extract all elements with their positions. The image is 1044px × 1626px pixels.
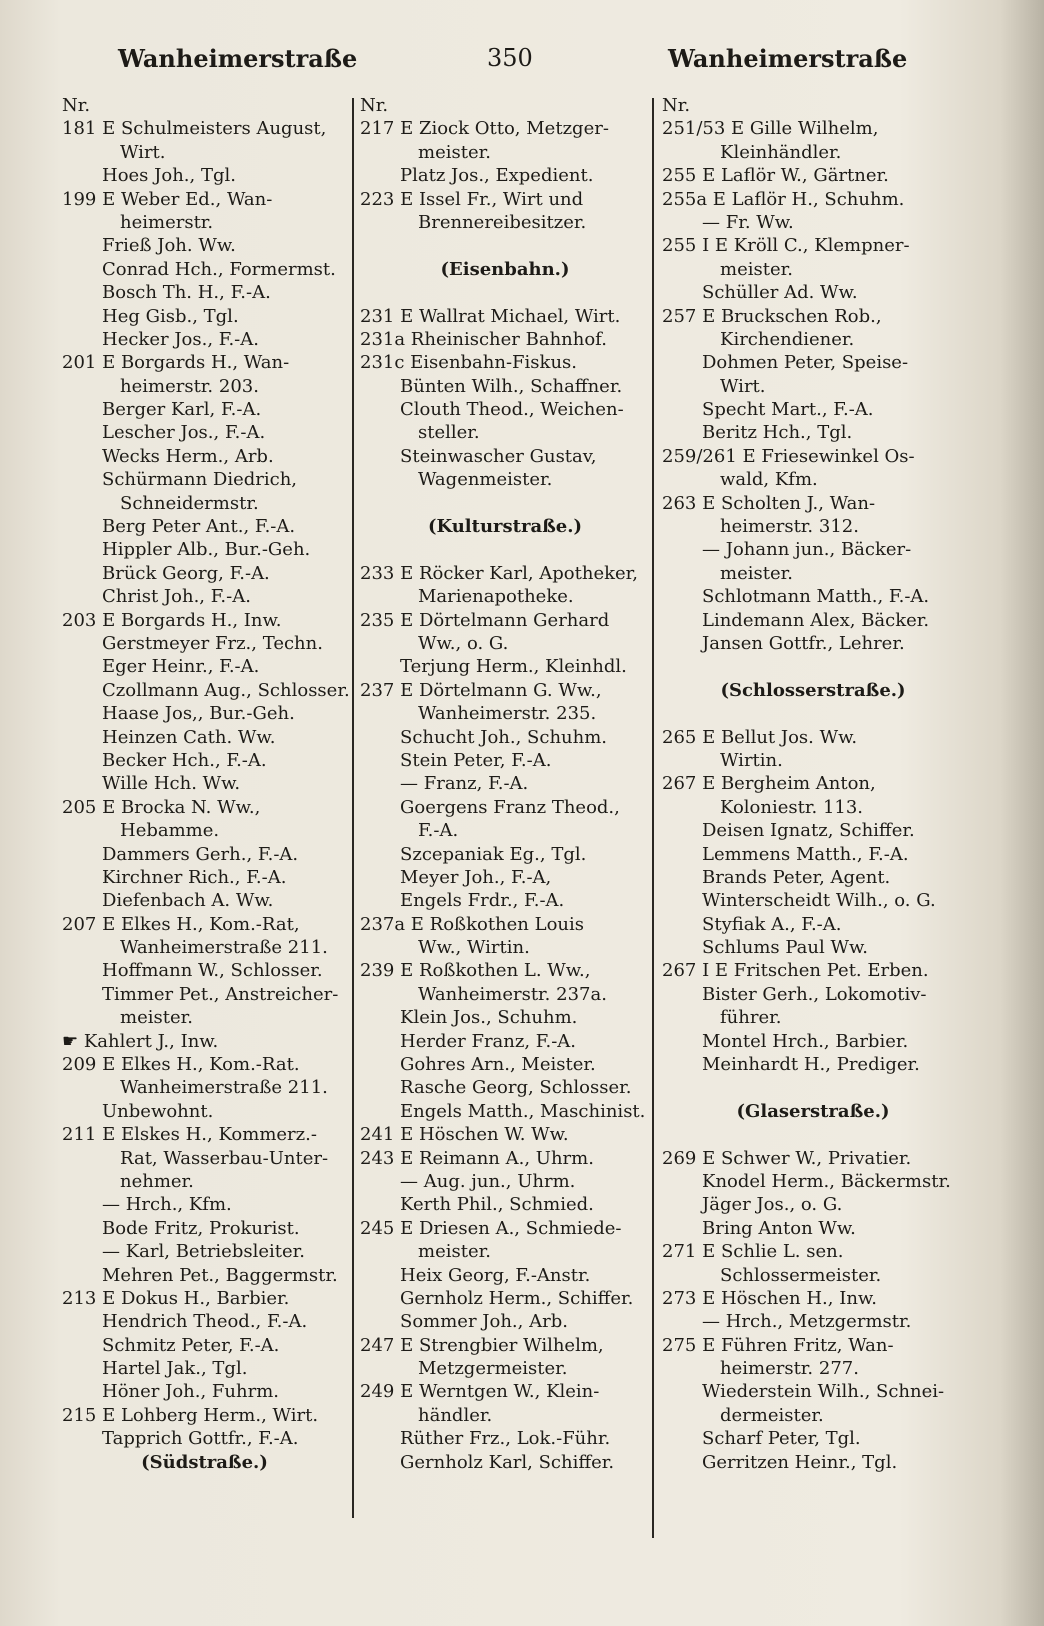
directory-line: Becker Hch., F.-A.: [102, 749, 267, 771]
directory-line: meister.: [120, 1007, 193, 1029]
directory-line: Clouth Theod., Weichen-: [400, 399, 624, 421]
directory-line: Mehren Pet., Baggermstr.: [102, 1264, 338, 1286]
directory-line: heimerstr. 277.: [720, 1358, 859, 1380]
directory-line: Schneidermstr.: [120, 492, 259, 514]
directory-line: wald, Kfm.: [720, 469, 818, 491]
directory-line: 251/53 E Gille Wilhelm,: [662, 118, 879, 140]
page-header: [0, 44, 1044, 84]
directory-line: Timmer Pet., Anstreicher-: [102, 983, 339, 1005]
directory-line: Schlums Paul Ww.: [702, 937, 868, 959]
directory-line: Schürmann Diedrich,: [102, 469, 298, 491]
directory-line: Terjung Herm., Kleinhdl.: [400, 656, 627, 678]
directory-line: 215 E Lohberg Herm., Wirt.: [62, 1404, 319, 1426]
spacer: [662, 702, 964, 725]
directory-line: Höner Joh., Fuhrm.: [102, 1381, 279, 1403]
directory-line: 247 E Strengbier Wilhelm,: [360, 1334, 604, 1356]
directory-line: 241 E Höschen W. Ww.: [360, 1124, 569, 1146]
directory-line: Hoffmann W., Schlosser.: [102, 960, 323, 982]
header-street-left: Wanheimerstraße: [118, 44, 358, 73]
directory-line: 267 I E Fritschen Pet. Erben.: [662, 960, 929, 982]
directory-line: Christ Joh., F.-A.: [102, 586, 251, 608]
directory-line: Steinwascher Gustav,: [400, 445, 597, 467]
column-1: [62, 94, 350, 1474]
spacer: [662, 1076, 964, 1099]
directory-line: Rat, Wasserbau-Unter-: [120, 1147, 329, 1169]
directory-line: — Hrch., Metzgermstr.: [702, 1311, 912, 1333]
directory-line: 243 E Reimann A., Uhrm.: [360, 1147, 594, 1169]
directory-line: Czollmann Aug., Schlosser.: [102, 679, 350, 701]
directory-line: 239 E Roßkothen L. Ww.,: [360, 960, 591, 982]
directory-line: 255 E Laflör W., Gärtner.: [662, 165, 889, 187]
spacer: [360, 281, 650, 304]
directory-line: 199 E Weber Ed., Wan-: [62, 188, 273, 210]
directory-line: Schucht Joh., Schuhm.: [400, 726, 608, 748]
directory-line: Rasche Georg, Schlosser.: [400, 1077, 632, 1099]
directory-line: 209 E Elkes H., Kom.-Rat.: [62, 1054, 300, 1076]
directory-line: 237a E Roßkothen Louis: [360, 913, 584, 935]
directory-line: Schmitz Peter, F.-A.: [102, 1334, 280, 1356]
directory-line: Bode Fritz, Prokurist.: [102, 1217, 300, 1239]
directory-line: Kerth Phil., Schmied.: [400, 1194, 594, 1216]
section-heading: (Schlosserstraße.): [720, 679, 906, 701]
column-2: [360, 94, 650, 1474]
directory-line: Brück Georg, F.-A.: [102, 562, 270, 584]
column-3: [662, 94, 964, 1474]
directory-line: Wanheimerstraße 211.: [120, 937, 328, 959]
directory-line: Brennereibesitzer.: [418, 211, 587, 233]
directory-line: Wanheimerstr. 237a.: [418, 983, 607, 1005]
directory-line: Sommer Joh., Arb.: [400, 1311, 568, 1333]
directory-line: Tapprich Gottfr., F.-A.: [102, 1428, 299, 1450]
directory-line: Nr.: [62, 95, 91, 116]
directory-line: Kleinhändler.: [720, 141, 842, 163]
directory-line: 237 E Dörtelmann G. Ww.,: [360, 679, 602, 701]
directory-line: 231 E Wallrat Michael, Wirt.: [360, 305, 621, 327]
directory-line: Hebamme.: [120, 820, 220, 842]
directory-line: Schlotmann Matth., F.-A.: [702, 586, 930, 608]
spacer: [360, 234, 650, 257]
section-heading: (Südstraße.): [141, 1451, 268, 1473]
directory-line: Bosch Th. H., F.-A.: [102, 282, 271, 304]
directory-line: 259/261 E Friesewinkel Os-: [662, 445, 915, 467]
directory-line: 245 E Driesen A., Schmiede-: [360, 1217, 622, 1239]
directory-line: Nr.: [360, 95, 389, 116]
directory-line: Bünten Wilh., Schaffner.: [400, 375, 623, 397]
directory-line: 249 E Werntgen W., Klein-: [360, 1381, 600, 1403]
directory-line: Marienapotheke.: [418, 586, 574, 608]
directory-line: 217 E Ziock Otto, Metzger-: [360, 118, 609, 140]
directory-line: Engels Frdr., F.-A.: [400, 890, 565, 912]
directory-line: Bister Gerh., Lokomotiv-: [702, 983, 927, 1005]
directory-line: Szcepaniak Eg., Tgl.: [400, 843, 587, 865]
directory-line: heimerstr. 312.: [720, 516, 859, 538]
directory-line: Schüller Ad. Ww.: [702, 282, 858, 304]
directory-line: Kirchner Rich., F.-A.: [102, 866, 287, 888]
directory-line: Unbewohnt.: [102, 1100, 214, 1122]
directory-line: Rüther Frz., Lok.-Führ.: [400, 1428, 611, 1450]
directory-line: 275 E Führen Fritz, Wan-: [662, 1334, 894, 1356]
directory-line: Haase Jos,, Bur.-Geh.: [102, 703, 295, 725]
column-divider: [352, 98, 354, 1518]
directory-line: Koloniestr. 113.: [720, 796, 864, 818]
directory-line: — Johann jun., Bäcker-: [702, 539, 912, 561]
directory-line: Conrad Hch., Formermst.: [102, 258, 336, 280]
directory-line: führer.: [720, 1007, 782, 1029]
directory-line: Montel Hrch., Barbier.: [702, 1030, 909, 1052]
directory-line: Heinzen Cath. Ww.: [102, 726, 276, 748]
directory-line: 201 E Borgards H., Wan-: [62, 352, 290, 374]
directory-line: meister.: [720, 258, 793, 280]
directory-line: Hecker Jos., F.-A.: [102, 328, 259, 350]
directory-line: 267 E Bergheim Anton,: [662, 773, 876, 795]
directory-line: Meinhardt H., Prediger.: [702, 1054, 920, 1076]
directory-line: dermeister.: [720, 1404, 824, 1426]
directory-line: Stein Peter, F.-A.: [400, 749, 552, 771]
directory-line: 203 E Borgards H., Inw.: [62, 609, 282, 631]
directory-line: Hendrich Theod., F.-A.: [102, 1311, 308, 1333]
header-street-right: Wanheimerstraße: [668, 44, 908, 73]
directory-line: Berg Peter Ant., F.-A.: [102, 516, 296, 538]
directory-line: Hoes Joh., Tgl.: [102, 165, 236, 187]
directory-line: Beritz Hch., Tgl.: [702, 422, 853, 444]
directory-line: 181 E Schulmeisters August,: [62, 118, 327, 140]
spacer: [360, 492, 650, 515]
directory-line: Gohres Arn., Meister.: [400, 1054, 596, 1076]
directory-line: Dohmen Peter, Speise-: [702, 352, 909, 374]
directory-line: Wirtin.: [720, 749, 783, 771]
directory-line: Lescher Jos., F.-A.: [102, 422, 266, 444]
directory-line: meister.: [418, 1241, 491, 1263]
spacer: [662, 1123, 964, 1146]
directory-line: Eger Heinr., F.-A.: [102, 656, 260, 678]
directory-line: 231c Eisenbahn-Fiskus.: [360, 352, 578, 374]
directory-line: 207 E Elkes H., Kom.-Rat,: [62, 913, 300, 935]
directory-line: händler.: [418, 1404, 493, 1426]
directory-line: Scharf Peter, Tgl.: [702, 1428, 861, 1450]
directory-line: Goergens Franz Theod.,: [400, 796, 620, 818]
directory-line: Lindemann Alex, Bäcker.: [702, 609, 930, 631]
directory-line: Hartel Jak., Tgl.: [102, 1358, 248, 1380]
directory-line: heimerstr.: [120, 211, 214, 233]
directory-line: Gernholz Herm., Schiffer.: [400, 1287, 634, 1309]
directory-line: Wagenmeister.: [418, 469, 553, 491]
directory-line: — Aug. jun., Uhrm.: [400, 1170, 576, 1192]
directory-line: — Karl, Betriebsleiter.: [102, 1241, 305, 1263]
directory-line: Gerstmeyer Frz., Techn.: [102, 632, 323, 654]
directory-line: F.-A.: [418, 820, 459, 842]
directory-line: Wanheimerstr. 235.: [418, 703, 597, 725]
directory-line: Heix Georg, F.-Anstr.: [400, 1264, 591, 1286]
directory-line: Klein Jos., Schuhm.: [400, 1007, 578, 1029]
directory-line: Frieß Joh. Ww.: [102, 235, 236, 257]
directory-line: Kirchendiener.: [720, 328, 855, 350]
directory-line: 257 E Bruckschen Rob.,: [662, 305, 882, 327]
directory-line: Gernholz Karl, Schiffer.: [400, 1451, 615, 1473]
section-heading: (Glaserstraße.): [736, 1100, 890, 1122]
directory-line: 213 E Dokus H., Barbier.: [62, 1287, 290, 1309]
directory-line: Jäger Jos., o. G.: [702, 1194, 843, 1216]
directory-line: Ww., Wirtin.: [418, 937, 530, 959]
directory-line: 263 E Scholten J., Wan-: [662, 492, 876, 514]
directory-line: 273 E Höschen H., Inw.: [662, 1287, 877, 1309]
section-heading: (Eisenbahn.): [440, 258, 570, 280]
directory-line: Wanheimerstraße 211.: [120, 1077, 328, 1099]
directory-line: — Franz, F.-A.: [400, 773, 529, 795]
directory-line: Wirt.: [720, 375, 766, 397]
directory-line: 231a Rheinischer Bahnhof.: [360, 328, 607, 350]
directory-line: Diefenbach A. Ww.: [102, 890, 274, 912]
directory-line: Wiederstein Wilh., Schnei-: [702, 1381, 945, 1403]
directory-line: Styfiak A., F.-A.: [702, 913, 842, 935]
spacer: [662, 655, 964, 678]
directory-line: Brands Peter, Agent.: [702, 866, 891, 888]
directory-line: Bring Anton Ww.: [702, 1217, 856, 1239]
directory-line: Schlossermeister.: [720, 1264, 882, 1286]
directory-line: Knodel Herm., Bäckermstr.: [702, 1170, 951, 1192]
directory-line: ☛ Kahlert J., Inw.: [62, 1030, 219, 1052]
directory-line: 223 E Issel Fr., Wirt und: [360, 188, 584, 210]
directory-line: Berger Karl, F.-A.: [102, 399, 262, 421]
directory-line: 235 E Dörtelmann Gerhard: [360, 609, 610, 631]
directory-line: heimerstr. 203.: [120, 375, 259, 397]
directory-line: Deisen Ignatz, Schiffer.: [702, 820, 915, 842]
directory-line: meister.: [720, 562, 793, 584]
directory-line: Platz Jos., Expedient.: [400, 165, 594, 187]
directory-line: Winterscheidt Wilh., o. G.: [702, 890, 936, 912]
directory-line: Heg Gisb., Tgl.: [102, 305, 239, 327]
directory-line: 255 I E Kröll C., Klempner-: [662, 235, 910, 257]
directory-line: Wille Hch. Ww.: [102, 773, 241, 795]
directory-line: 265 E Bellut Jos. Ww.: [662, 726, 858, 748]
directory-line: Herder Franz, F.-A.: [400, 1030, 577, 1052]
directory-line: nehmer.: [120, 1170, 194, 1192]
directory-line: Wecks Herm., Arb.: [102, 445, 274, 467]
column-divider: [652, 98, 654, 1538]
directory-line: steller.: [418, 422, 480, 444]
directory-line: 233 E Röcker Karl, Apotheker,: [360, 562, 639, 584]
directory-line: 269 E Schwer W., Privatier.: [662, 1147, 912, 1169]
directory-line: Nr.: [662, 95, 691, 116]
directory-line: Ww., o. G.: [418, 632, 509, 654]
directory-line: 255a E Laflör H., Schuhm.: [662, 188, 905, 210]
directory-line: Hippler Alb., Bur.-Geh.: [102, 539, 311, 561]
directory-line: Engels Matth., Maschinist.: [400, 1100, 646, 1122]
directory-line: Gerritzen Heinr., Tgl.: [702, 1451, 898, 1473]
directory-line: Metzgermeister.: [418, 1358, 568, 1380]
directory-line: Lemmens Matth., F.-A.: [702, 843, 909, 865]
directory-line: Jansen Gottfr., Lehrer.: [702, 632, 905, 654]
directory-line: 271 E Schlie L. sen.: [662, 1241, 844, 1263]
directory-line: meister.: [418, 141, 491, 163]
directory-line: — Fr. Ww.: [702, 211, 794, 233]
directory-line: Dammers Gerh., F.-A.: [102, 843, 299, 865]
directory-line: 211 E Elskes H., Kommerz.-: [62, 1124, 317, 1146]
spacer: [360, 538, 650, 561]
directory-line: Specht Mart., F.-A.: [702, 399, 874, 421]
section-heading: (Kulturstraße.): [427, 516, 583, 538]
directory-line: — Hrch., Kfm.: [102, 1194, 232, 1216]
page-number: 350: [487, 44, 533, 72]
directory-line: Wirt.: [120, 141, 166, 163]
directory-line: 205 E Brocka N. Ww.,: [62, 796, 261, 818]
directory-line: Meyer Joh., F.-A,: [400, 866, 552, 888]
